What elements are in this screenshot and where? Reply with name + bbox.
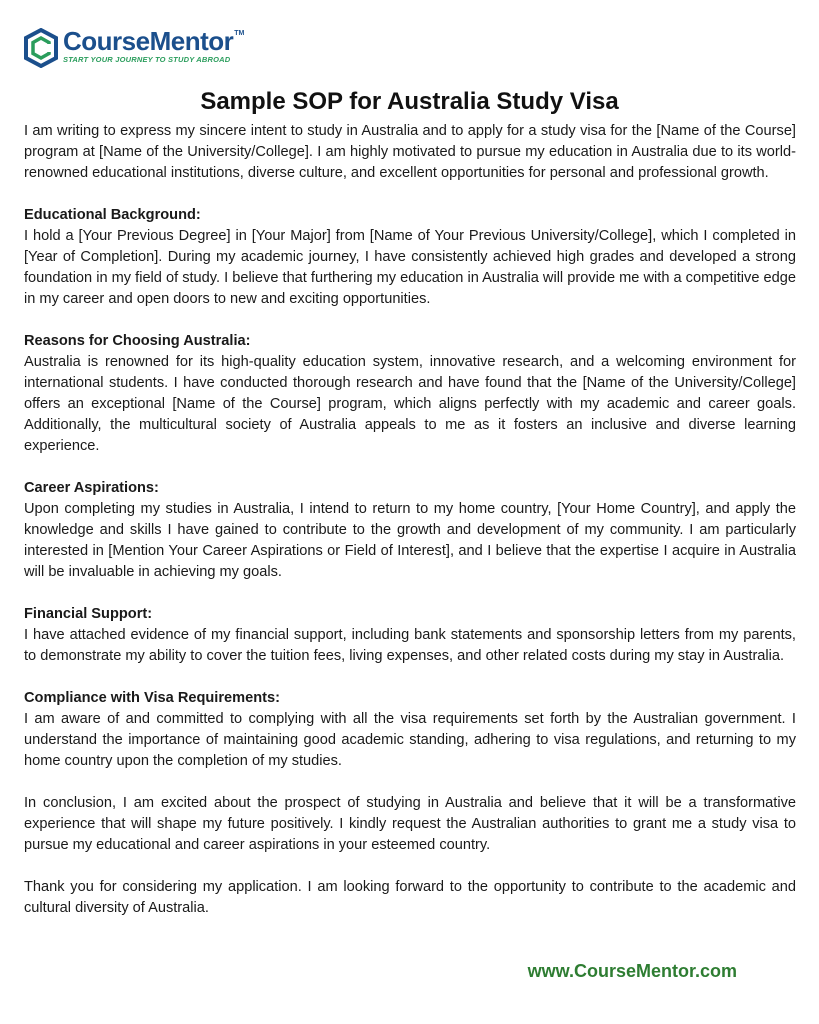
brand-logo xyxy=(24,28,244,68)
section-body-financial-support: I have attached evidence of my financial support, including bank statements and sponsorship letters from my parents, to demonstrate my ability to cover the tuition fees, living expenses, and other related costs during my stay in Australia. xyxy=(24,627,796,664)
page-title: Sample SOP for Australia Study Visa xyxy=(200,88,619,115)
sop-body xyxy=(24,121,796,919)
section-heading-career-aspirations: Career Aspirations: xyxy=(24,480,159,496)
section-heading-educational-background: Educational Background: xyxy=(24,207,201,223)
section-body-career-aspirations: Upon completing my studies in Australia, I intend to return to my home country, [Your Home Country], and apply the knowledge and skills I have gained to contribute to the growth and development of my community. I am particularly interested in [Mention Your Career Aspirations or Field of Interest], and I believe that the expertise I acquire in Australia will be invaluable in achieving my goals. xyxy=(24,501,796,580)
closing-paragraph: Thank you for considering my application. I am looking forward to the opportunity to contribute to the academic and cultural diversity of Australia. xyxy=(24,879,796,916)
section-heading-reasons-australia: Reasons for Choosing Australia: xyxy=(24,333,251,349)
brand-text xyxy=(63,28,244,64)
section-body-visa-compliance: I am aware of and committed to complying with all the visa requirements set forth by the Australian government. I understand the importance of maintaining good academic standing, adhering to visa regulations, and returning to my home country upon the completion of my studies. xyxy=(24,711,796,769)
footer-website-link[interactable]: www.CourseMentor.com xyxy=(527,961,737,981)
brand-name: CourseMentor xyxy=(63,26,234,56)
section-body-educational-background: I hold a [Your Previous Degree] in [Your Major] from [Name of Your Previous University/College], which I completed in [Year of Completion]. During my academic journey, I have consistently achieved high grades and developed a strong foundation in my field of study. I believe that furthering my education in Australia will provide me with a competitive edge in my career and open doors to new and exciting opportunities. xyxy=(24,228,796,307)
section-heading-visa-compliance: Compliance with Visa Requirements: xyxy=(24,690,280,706)
conclusion-paragraph: In conclusion, I am excited about the prospect of studying in Australia and believe that it will be a transformative experience that will shape my future positively. I kindly request the Australian authorities to grant me a study visa to pursue my educational and career aspirations in your esteemed country. xyxy=(24,795,796,853)
brand-tagline: START YOUR JOURNEY TO STUDY ABROAD xyxy=(63,55,231,64)
intro-paragraph: I am writing to express my sincere intent to study in Australia and to apply for a study visa for the [Name of the Course] program at [Name of the University/College]. I am highly motivated to pursue my education in Australia due to its world-renowned educational institutions, diverse culture, and excellent opportunities for personal and professional growth. xyxy=(24,123,796,181)
trademark-mark: TM xyxy=(234,30,245,37)
section-heading-financial-support: Financial Support: xyxy=(24,606,153,622)
coursementor-logo-icon xyxy=(24,28,58,68)
section-body-reasons-australia: Australia is renowned for its high-quality education system, innovative research, and a welcoming environment for international students. I have conducted thorough research and have found that the [Name of the University/College] offers an exceptional [Name of the Course] program, which aligns perfectly with my academic and career goals. Additionally, the multicultural society of Australia appeals to me as it fosters an inclusive and diverse learning experience. xyxy=(24,354,796,454)
